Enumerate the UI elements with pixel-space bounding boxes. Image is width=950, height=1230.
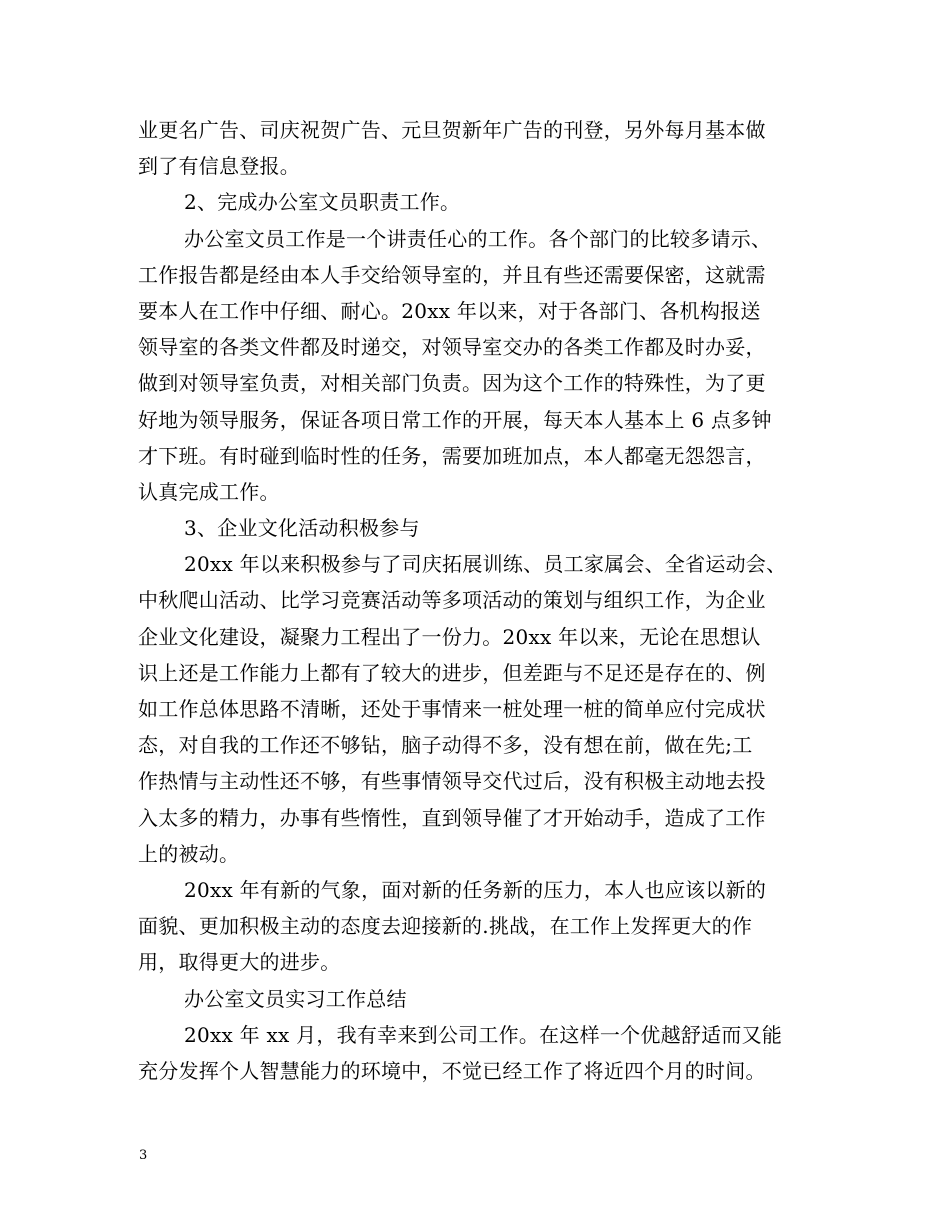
text-line: 用，取得更大的进步。 [138,950,341,975]
text-line: 才下班。有时碰到临时性的任务，需要加班加点，本人都毫无怨怨言， [138,443,766,468]
text-line: 领导室的各类文件都及时递交，对领导室交办的各类工作都及时办妥， [138,335,766,360]
text-line: 20xx 年有新的气象，面对新的任务新的压力，本人也应该以新的 [184,877,767,902]
text-line: 上的被动。 [138,841,240,866]
text-line: 充分发挥个人智慧能力的环境中，不觉已经工作了将近四个月的时间。 [138,1058,766,1083]
text-line: 要本人在工作中仔细、耐心。20xx 年以来，对于各部门、各机构报送 [138,298,761,323]
section-heading: 2、完成办公室文员职责工作。 [184,190,461,215]
text-line: 如工作总体思路不清晰，还处于事情来一桩处理一桩的简单应付完成状 [138,697,766,721]
text-line: 20xx 年以来积极参与了司庆拓展训练、员工家属会、全省运动会、 [184,552,787,577]
text-line: 认真完成工作。 [138,479,280,504]
section-heading: 办公室文员实习工作总结 [184,986,407,1011]
text-line: 识上还是工作能力上都有了较大的进步，但差距与不足还是存在的、例 [138,660,766,685]
text-line: 20xx 年 xx 月，我有幸来到公司工作。在这样一个优越舒适而又能 [184,1022,783,1047]
text-line: 企业文化建设，凝聚力工程出了一份力。20xx 年以来，无论在思想认 [138,624,761,649]
text-line: 业更名广告、司庆祝贺广告、元旦贺新年广告的刊登，另外每月基本做 [138,118,766,142]
text-line: 做到对领导室负责，对相关部门负责。因为这个工作的特殊性，为了更 [138,371,766,396]
text-line: 面貌、更加积极主动的态度去迎接新的.挑战，在工作上发挥更大的作 [138,914,753,939]
text-line: 作热情与主动性还不够，有些事情领导交代过后，没有积极主动地去投 [138,769,766,794]
text-line: 办公室文员工作是一个讲责任心的工作。各个部门的比较多请示、 [184,226,772,251]
text-line: 到了有信息登报。 [138,154,300,179]
text-line: 工作报告都是经由本人手交给领导室的，并且有些还需要保密，这就需 [138,262,766,287]
section-heading: 3、企业文化活动积极参与 [184,516,420,541]
text-line: 中秋爬山活动、比学习竞赛活动等多项活动的策划与组织工作，为企业 [138,588,766,613]
page-number: 3 [139,1148,148,1163]
text-line: 态，对自我的工作还不够钻，脑子动得不多，没有想在前，做在先;工 [138,733,753,758]
document-body [138,112,828,1089]
text-line: 入太多的精力，办事有些惰性，直到领导催了才开始动手，造成了工作 [138,805,766,830]
text-line: 好地为领导服务，保证各项日常工作的开展，每天本人基本上 6 点多钟 [138,407,772,432]
